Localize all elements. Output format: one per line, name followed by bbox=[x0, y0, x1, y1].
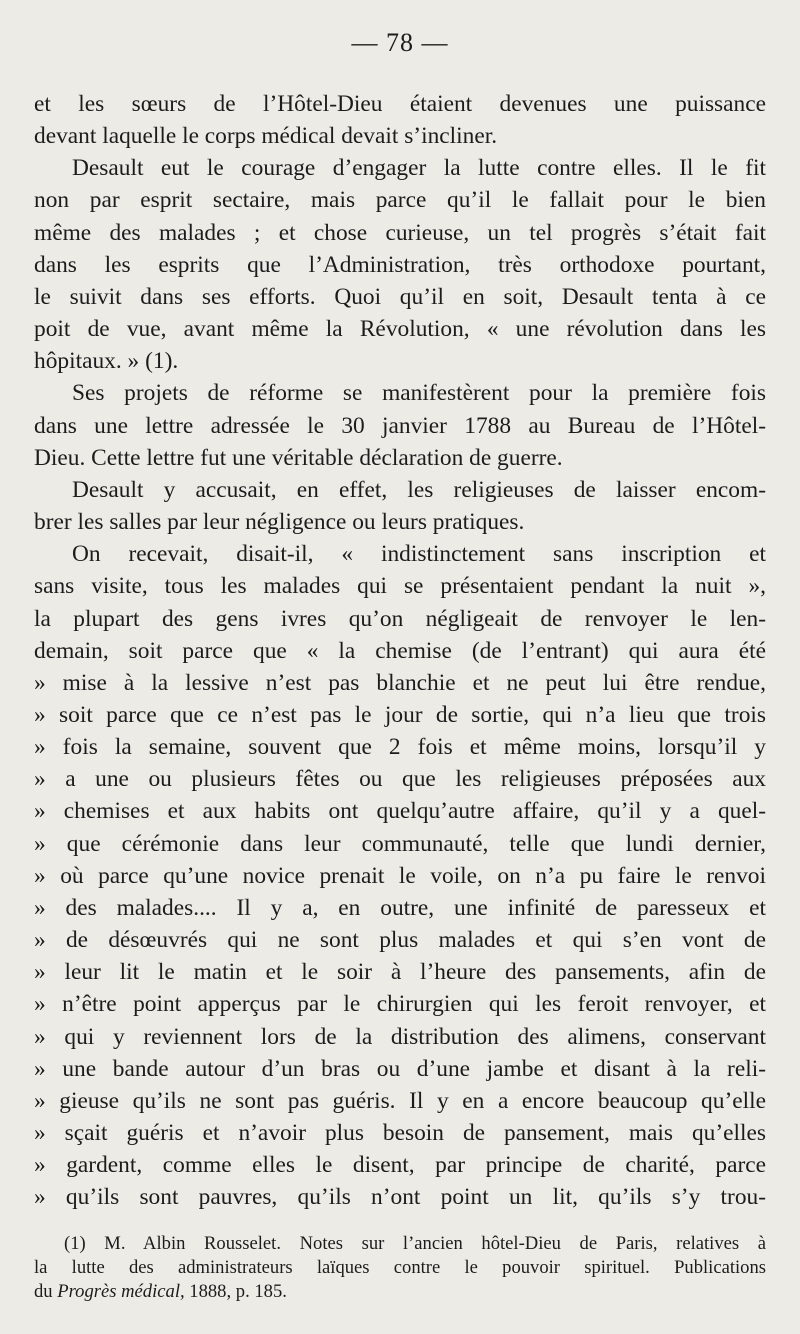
text-line: non par esprit sectaire, mais parce qu’il le fallait pour le bien bbox=[34, 187, 766, 214]
text-line: sans visite, tous les malades qui se présentaient pendant la nuit », bbox=[34, 573, 766, 600]
text-line: » fois la semaine, souvent que 2 fois et même moins, lorsqu’il y bbox=[34, 734, 766, 761]
text-line: » chemises et aux habits ont quelqu’autre affaire, qu’il y a quel- bbox=[34, 798, 766, 825]
text-line: le suivit dans ses efforts. Quoi qu’il en soit, Desault tenta à ce bbox=[34, 283, 766, 310]
footnote-text: du bbox=[34, 1281, 58, 1302]
footnote-line: la lutte des administrateurs laïques contre le pouvoir spirituel. Publications bbox=[34, 1257, 766, 1278]
text-line: » gardent, comme elles le disent, par principe de charité, parce bbox=[34, 1152, 766, 1179]
page-number: — 78 — bbox=[351, 28, 449, 57]
footnote-line bbox=[34, 1280, 766, 1304]
text-line: » une bande autour d’un bras ou d’une jambe et disant à la reli- bbox=[34, 1055, 766, 1082]
text-line: » de désœuvrés qui ne sont plus malades et qui s’en vont de bbox=[34, 927, 766, 954]
text-line: On recevait, disait-il, « indistinctement sans inscription et bbox=[72, 541, 766, 568]
text-line: » que cérémonie dans leur communauté, telle que lundi dernier, bbox=[34, 830, 766, 857]
text-line: » soit parce que ce n’est pas le jour de sortie, qui n’a lieu que trois bbox=[34, 701, 766, 728]
text-line: » qui y reviennent lors de la distribution des alimens, conservant bbox=[34, 1023, 766, 1050]
footnote-line: (1) M. Albin Rousselet. Notes sur l’ancien hôtel-Dieu de Paris, relatives à bbox=[64, 1233, 766, 1254]
text-line: Ses projets de réforme se manifestèrent pour la première fois bbox=[72, 380, 766, 407]
footnote-journal-title: Progrès médical, bbox=[57, 1281, 185, 1302]
text-line: » n’être point apperçus par le chirurgien qui les feroit renvoyer, et bbox=[34, 991, 766, 1018]
text-line: demain, soit parce que « la chemise (de l’entrant) qui aura été bbox=[34, 637, 766, 664]
text-line: » mise à la lessive n’est pas blanchie et ne peut lui être rendue, bbox=[34, 669, 766, 696]
text-line: » gieuse qu’ils ne sont pas guéris. Il y en a encore beaucoup qu’elle bbox=[34, 1087, 766, 1114]
body-text bbox=[34, 88, 766, 1213]
text-line: poit de vue, avant même la Révolution, « une révolution dans les bbox=[34, 316, 766, 343]
text-line: même des malades ; et chose curieuse, un tel progrès s’était fait bbox=[34, 219, 766, 246]
text-line: » qu’ils sont pauvres, qu’ils n’ont point un lit, qu’ils s’y trou- bbox=[34, 1184, 766, 1211]
footnote bbox=[34, 1232, 766, 1304]
text-line: » des malades.... Il y a, en outre, une infinité de paresseux et bbox=[34, 894, 766, 921]
text-line: » leur lit le matin et le soir à l’heure des pansements, afin de bbox=[34, 959, 766, 986]
text-line: dans une lettre adressée le 30 janvier 1788 au Bureau de l’Hôtel- bbox=[34, 412, 766, 439]
text-line: hôpitaux. » (1). bbox=[34, 348, 179, 375]
text-line: et les sœurs de l’Hôtel-Dieu étaient devenues une puissance bbox=[34, 91, 766, 117]
text-line: Desault eut le courage d’engager la lutte contre elles. Il le fit bbox=[72, 155, 766, 182]
text-line: » a une ou plusieurs fêtes ou que les religieuses préposées aux bbox=[34, 766, 766, 793]
footnote-text: 1888, p. 185. bbox=[184, 1281, 287, 1302]
text-line: » sçait guéris et n’avoir plus besoin de pansement, mais qu’elles bbox=[34, 1120, 766, 1146]
text-line: dans les esprits que l’Administration, très orthodoxe pourtant, bbox=[34, 251, 766, 278]
text-line: brer les salles par leur négligence ou leurs pratiques. bbox=[34, 509, 525, 536]
text-line: » où parce qu’une novice prenait le voile, on n’a pu faire le renvoi bbox=[34, 862, 766, 889]
text-line: Dieu. Cette lettre fut une véritable déclaration de guerre. bbox=[34, 444, 563, 471]
text-line: Desault y accusait, en effet, les religieuses de laisser encom- bbox=[72, 476, 766, 503]
text-line: devant laquelle le corps médical devait s’incliner. bbox=[34, 123, 498, 150]
text-line: la plupart des gens ivres qu’on négligeait de renvoyer le len- bbox=[34, 605, 766, 632]
